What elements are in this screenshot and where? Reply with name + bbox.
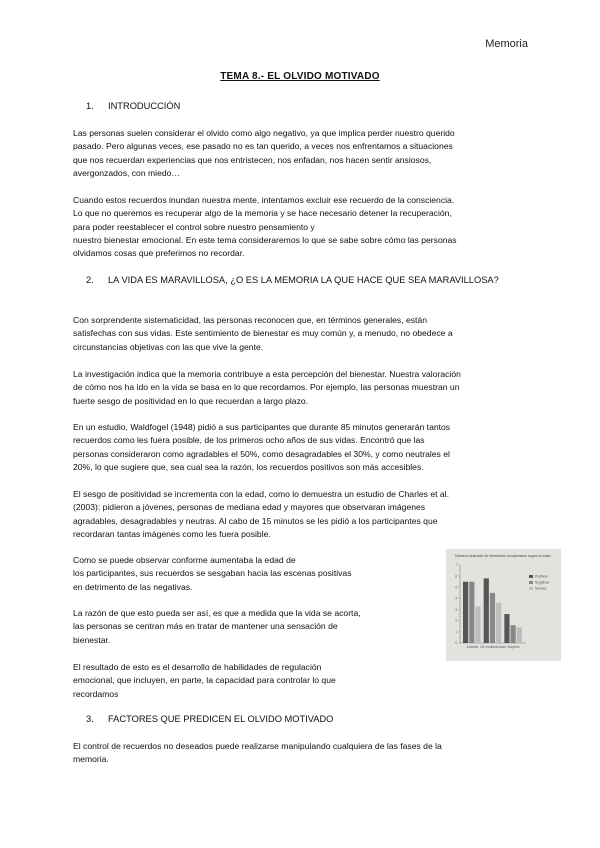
y-tick-label: 3 xyxy=(455,607,457,612)
paragraph-line: En un estudio, Waldfogel (1948) pidió a sus participantes que durante 85 minutos generarán tantos xyxy=(73,422,451,432)
paragraph-line: bienestar. xyxy=(73,634,111,645)
paragraph-line: Las personas suelen considerar el olvido como algo negativo, ya que implica perder nuestro querido xyxy=(73,128,455,138)
section-title: INTRODUCCIÓN xyxy=(108,101,181,111)
paragraph-line: recuerdos como les fuera posible, de los primeros ocho años de sus vidas. Encontró que las xyxy=(73,435,425,446)
paragraph-line: recordamos xyxy=(73,688,119,699)
document-title: TEMA 8.- EL OLVIDO MOTIVADO xyxy=(220,71,380,82)
paragraph-line: que nos recuerdan experiencias que nos entristecen, nos enfadan, nos hacen sentir ansiosos, xyxy=(73,154,432,165)
legend-label: Neutras xyxy=(535,586,547,591)
paragraph-regulation xyxy=(73,661,336,701)
paragraph-memory-bias xyxy=(73,368,461,408)
paragraph-line: El sesgo de positividad se incrementa con la edad, como lo demuestra un estudio de Charles et al. xyxy=(73,489,449,499)
y-tick-label: 0 xyxy=(455,641,457,646)
paragraph-line: los participantes, sus recuerdos se sesgaban hacia las escenas positivas xyxy=(73,568,352,579)
paragraph-line: emocional, que incluyen, en parte, la capacidad para controlar lo que xyxy=(73,675,336,686)
paragraph-line: nuestro bienestar emocional. En este tema consideraremos lo que se sabe sobre cómo las personas xyxy=(73,234,457,245)
y-tick-label: 7 xyxy=(455,563,457,568)
paragraph-line: pasado. Pero algunas veces, ese pasado no es tan querido, a veces nos enfrentamos a situaciones xyxy=(73,141,453,152)
bar-neutras xyxy=(517,627,522,643)
paragraph-line: Lo que no queremos es recuperar algo de la memoria y se hace necesario detener la recuperación, xyxy=(73,208,452,219)
chart-title: Número estimado de elementos recuperados según la edad xyxy=(455,554,551,558)
y-tick-label: 2 xyxy=(455,618,457,623)
paragraph-line: Cuando estos recuerdos inundan nuestra mente, intentamos excluir ese recuerdo de la consciencia. xyxy=(73,195,455,205)
legend-label: Negativas xyxy=(535,580,550,585)
paragraph-line: avergonzados, con miedo… xyxy=(73,167,181,178)
paragraph-charles xyxy=(73,488,449,541)
paragraph-age-bias xyxy=(73,554,352,594)
category-label: Mayores xyxy=(507,645,520,649)
paragraph-line: satisfechas con sus vidas. Este sentimiento de bienestar es muy común y, a menudo, no obedece a xyxy=(73,328,453,339)
section-title: FACTORES QUE PREDICEN EL OLVIDO MOTIVADO xyxy=(108,714,334,724)
bar-neutras xyxy=(475,606,480,643)
paragraph-intro-2 xyxy=(73,194,457,260)
bar-negativas xyxy=(490,593,495,643)
paragraph-line: La razón de que esto pueda ser así, es que a medida que la vida se acorta, xyxy=(73,608,361,618)
paragraph-line: agradables, desagradables y neutras. Al cabo de 15 minutos se les pidió a los participantes que xyxy=(73,515,438,526)
paragraph-line: Como se puede observar conforme aumentaba la edad de xyxy=(73,555,296,565)
bar-positivas xyxy=(463,582,468,643)
legend-label: Positivas xyxy=(535,574,548,579)
paragraph-line: recordaran tantas imágenes como les fuera posible. xyxy=(73,528,271,539)
bar-chart-figure xyxy=(446,549,561,661)
paragraph-line: El control de recuerdos no deseados puede realizarse manipulando cualquiera de las fases de la xyxy=(73,741,442,751)
bar-positivas xyxy=(504,614,509,643)
page-header: Memoria xyxy=(485,38,528,50)
bar-negativas xyxy=(511,625,516,643)
paragraph-line: para poder reestablecer el control sobre nuestro pensamiento y xyxy=(73,221,315,232)
paragraph-line: personas consideraron como agradables el 50%, como desagradables el 30%, y como neutrales el xyxy=(73,448,450,459)
paragraph-line: las personas se centran más en tratar de mantener una sensación de xyxy=(73,621,338,632)
paragraph-line: 20%, lo que sugiere que, sea cual sea la razón, los recuerdos positivos son más accesibles. xyxy=(73,461,424,472)
paragraph-intro-1 xyxy=(73,127,455,180)
category-label: De mediana edad xyxy=(480,645,506,649)
section-number: 1. xyxy=(86,101,94,111)
paragraph-line: memoria. xyxy=(73,754,109,765)
paragraph-line: Con sorprendente sistematicidad, las personas reconocen que, en términos generales, están xyxy=(73,315,427,325)
paragraph-line: de cómo nos ha ido en la vida se basa en lo que recordamos. Por ejemplo, las personas muestran un xyxy=(73,382,460,393)
paragraph-waldfogel xyxy=(73,421,450,474)
bar-neutras xyxy=(496,603,501,643)
paragraph-reason xyxy=(73,607,361,647)
y-tick-label: 6 xyxy=(455,574,457,579)
legend-swatch xyxy=(529,575,533,578)
paragraph-line: en detrimento de las negativas. xyxy=(73,581,193,592)
legend-swatch xyxy=(529,587,533,590)
section-number: 3. xyxy=(86,714,94,724)
paragraph-line: La investigación indica que la memoria contribuye a esta percepción del bienestar. Nuestra valoración xyxy=(73,369,461,379)
y-tick-label: 1 xyxy=(455,630,457,635)
section-title: LA VIDA ES MARAVILLOSA, ¿O ES LA MEMORIA LA QUE HACE QUE SEA MARAVILLOSA? xyxy=(108,275,499,285)
category-label: Jóvenes xyxy=(466,645,479,649)
paragraph-line: olvidamos cosas que preferimos no recordar. xyxy=(73,248,245,259)
y-tick-label: 4 xyxy=(455,596,457,601)
y-tick-label: 5 xyxy=(455,585,457,590)
paragraph-line: El resultado de esto es el desarrollo de habilidades de regulación xyxy=(73,662,322,672)
bar-positivas xyxy=(484,578,489,643)
paragraph-wellbeing xyxy=(73,314,453,354)
bar-negativas xyxy=(469,582,474,643)
bar-chart xyxy=(446,549,561,661)
paragraph-line: circunstancias objetivas con las que vive la gente. xyxy=(73,341,264,352)
paragraph-line: (2003): pidieron a jóvenes, personas de mediana edad y mayores que observaran imágenes xyxy=(73,502,426,513)
paragraph-control xyxy=(73,740,442,767)
paragraph-line: fuerte sesgo de positividad en lo que recuerdan a largo plazo. xyxy=(73,395,309,406)
legend-swatch xyxy=(529,581,533,584)
section-number: 2. xyxy=(86,275,94,285)
